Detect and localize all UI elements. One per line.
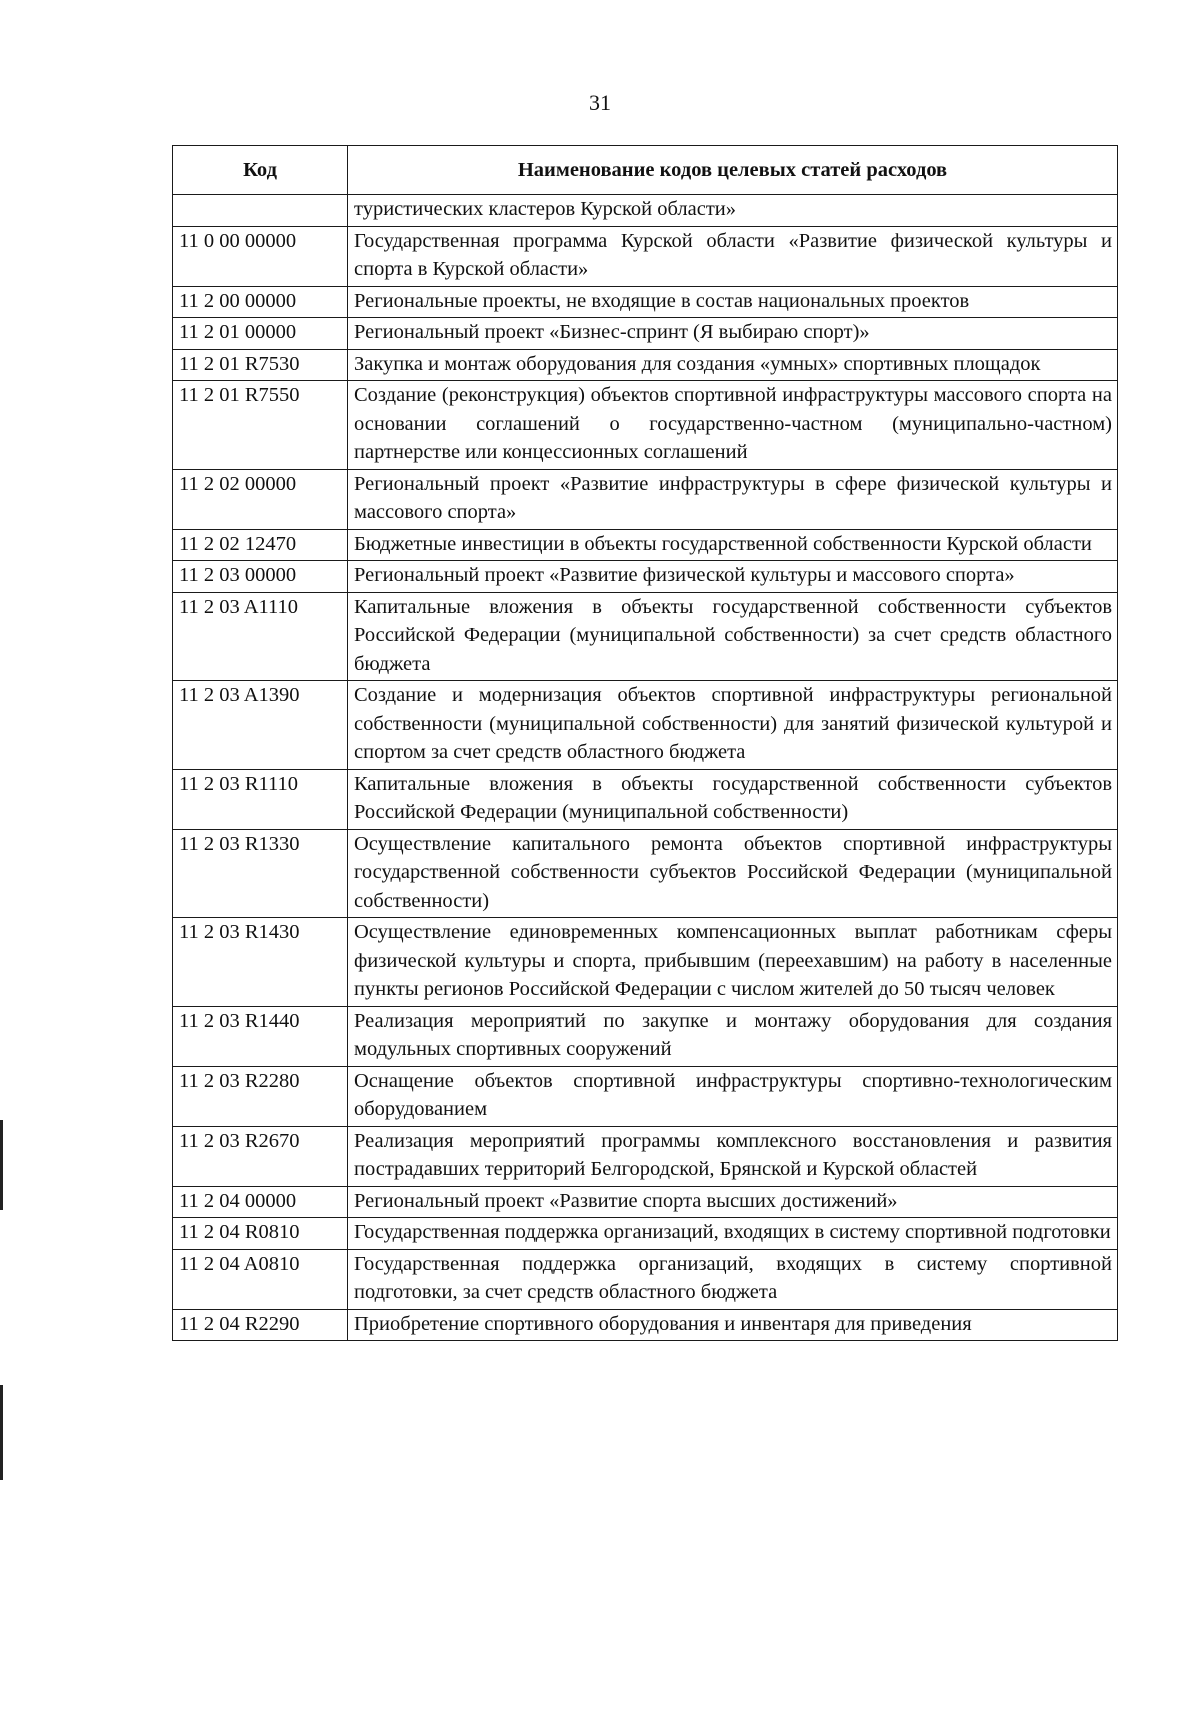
table-row	[173, 195, 1118, 227]
row-code: 11 2 02 00000	[173, 469, 348, 529]
table-row	[173, 1066, 1118, 1126]
table-row	[173, 918, 1118, 1007]
row-code: 11 2 03 R2280	[173, 1066, 348, 1126]
row-name: Осуществление капитального ремонта объектов спортивной инфраструктуры государственной собственности субъектов Российской Федерации (муниципальной собственности)	[348, 829, 1118, 918]
header-name: Наименование кодов целевых статей расходов	[348, 146, 1118, 195]
row-code: 11 2 03 00000	[173, 561, 348, 593]
row-name: Региональный проект «Развитие физической культуры и массового спорта»	[348, 561, 1118, 593]
table-row	[173, 561, 1118, 593]
row-code: 11 2 02 12470	[173, 529, 348, 561]
header-code: Код	[173, 146, 348, 195]
table-row	[173, 226, 1118, 286]
row-code: 11 2 01 R7550	[173, 381, 348, 470]
row-code: 11 2 03 A1110	[173, 592, 348, 681]
table-row	[173, 318, 1118, 350]
table-row	[173, 349, 1118, 381]
scan-margin-mark	[0, 1120, 3, 1210]
table-row	[173, 592, 1118, 681]
row-name: Региональный проект «Развитие спорта высших достижений»	[348, 1186, 1118, 1218]
table-row	[173, 681, 1118, 770]
row-code: 11 0 00 00000	[173, 226, 348, 286]
row-code: 11 2 04 A0810	[173, 1249, 348, 1309]
table-row	[173, 1006, 1118, 1066]
row-name: Реализация мероприятий по закупке и монтажу оборудования для создания модульных спортивных сооружений	[348, 1006, 1118, 1066]
row-code: 11 2 03 R2670	[173, 1126, 348, 1186]
row-code: 11 2 01 00000	[173, 318, 348, 350]
row-code: 11 2 00 00000	[173, 286, 348, 318]
row-name: Региональный проект «Развитие инфраструктуры в сфере физической культуры и массового спорта»	[348, 469, 1118, 529]
row-name: Реализация мероприятий программы комплексного восстановления и развития пострадавших территорий Белгородской, Брянской и Курской областей	[348, 1126, 1118, 1186]
row-name: Создание и модернизация объектов спортивной инфраструктуры региональной собственности (муниципальной собственности) для занятий физической культурой и спортом за счет средств областного бюджета	[348, 681, 1118, 770]
row-code: 11 2 03 R1330	[173, 829, 348, 918]
row-code: 11 2 03 A1390	[173, 681, 348, 770]
row-code: 11 2 04 R0810	[173, 1218, 348, 1250]
row-name: Создание (реконструкция) объектов спортивной инфраструктуры массового спорта на основании соглашений о государственно-частном (муниципально-частном) партнерстве или концессионных соглашений	[348, 381, 1118, 470]
row-code: 11 2 04 00000	[173, 1186, 348, 1218]
row-name: Капитальные вложения в объекты государственной собственности субъектов Российской Федерации (муниципальной собственности) за счет средств областного бюджета	[348, 592, 1118, 681]
row-name: Региональные проекты, не входящие в состав национальных проектов	[348, 286, 1118, 318]
row-name: Осуществление единовременных компенсационных выплат работникам сферы физической культуры и спорта, прибывшим (переехавшим) на работу в населенные пункты регионов Российской Федерации с числом жителей до 50 тысяч человек	[348, 918, 1118, 1007]
table-header-row	[173, 146, 1118, 195]
table-row	[173, 529, 1118, 561]
table-row	[173, 381, 1118, 470]
table-row	[173, 769, 1118, 829]
row-code: 11 2 01 R7530	[173, 349, 348, 381]
table-row	[173, 1218, 1118, 1250]
row-code: 11 2 03 R1110	[173, 769, 348, 829]
row-code	[173, 195, 348, 227]
row-code: 11 2 03 R1430	[173, 918, 348, 1007]
row-name: Приобретение спортивного оборудования и инвентаря для приведения	[348, 1309, 1118, 1341]
row-name: Закупка и монтаж оборудования для создания «умных» спортивных площадок	[348, 349, 1118, 381]
row-code: 11 2 04 R2290	[173, 1309, 348, 1341]
table-row	[173, 829, 1118, 918]
scan-margin-mark	[0, 1385, 3, 1480]
row-name: Бюджетные инвестиции в объекты государственной собственности Курской области	[348, 529, 1118, 561]
table-row	[173, 1126, 1118, 1186]
row-code: 11 2 03 R1440	[173, 1006, 348, 1066]
row-name: Государственная программа Курской области «Развитие физической культуры и спорта в Курской области»	[348, 226, 1118, 286]
page-number: 31	[589, 90, 611, 115]
row-name: Региональный проект «Бизнес-спринт (Я выбираю спорт)»	[348, 318, 1118, 350]
row-name: Государственная поддержка организаций, входящих в систему спортивной подготовки	[348, 1218, 1118, 1250]
row-name: Государственная поддержка организаций, входящих в систему спортивной подготовки, за счет средств областного бюджета	[348, 1249, 1118, 1309]
row-name: Оснащение объектов спортивной инфраструктуры спортивно-технологическим оборудованием	[348, 1066, 1118, 1126]
expense-codes-table	[172, 145, 1118, 1341]
table-row	[173, 1309, 1118, 1341]
row-name: Капитальные вложения в объекты государственной собственности субъектов Российской Федерации (муниципальной собственности)	[348, 769, 1118, 829]
row-name: туристических кластеров Курской области»	[348, 195, 1118, 227]
table-row	[173, 469, 1118, 529]
table-row	[173, 1186, 1118, 1218]
table-row	[173, 286, 1118, 318]
table-row	[173, 1249, 1118, 1309]
